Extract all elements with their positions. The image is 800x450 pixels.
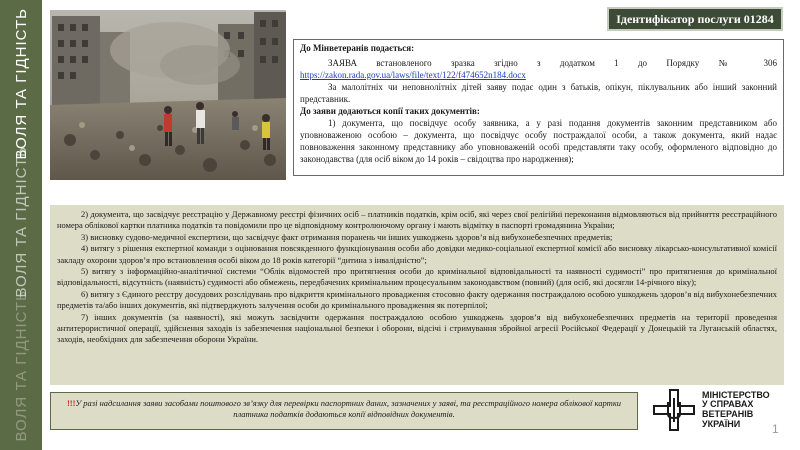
- documents-heading: До заяви додаються копії таких документів:: [300, 106, 480, 116]
- service-identifier-badge: [607, 7, 783, 31]
- application-text: ЗАЯВА встановленого зразка згідно з додатком 1 до Порядку № 306: [328, 58, 777, 68]
- war-destruction-photo: [50, 10, 286, 180]
- document-item-4: 4) витягу з рішення експертної команди з оцінювання повсякденного функціонування особи або довідки медико-соціальної експертної комісії або висновку лікарсько-консультативної комісії закладу охорони здоров’я про встановлення особі віком до 18 років категорії “дитина з інвалідністю”;: [57, 243, 777, 265]
- service-identifier-text: Ідентифікатор послуги 01284: [616, 11, 774, 26]
- ministry-name-line-4: УКРАЇНИ: [702, 418, 741, 429]
- minors-paragraph: За малолітніх чи неповнолітніх дітей заяву подає один з батьків, опікун, піклувальник або інший законний представник.: [300, 82, 777, 104]
- photo-illustration: [50, 10, 286, 180]
- slogan-text-primary: ВОЛЯ ТА ГІДНІСТЬ: [12, 8, 30, 160]
- document-item-3: 3) висновку судово-медичної експертизи, що засвідчує факт отримання поранень чи інших ушкоджень здоров’я від вибухонебезпечних предметів;: [81, 231, 613, 242]
- ministry-name-line-3: ВЕТЕРАНІВ: [702, 409, 754, 419]
- document-item-6: 6) витягу з Єдиного реєстру досудових розслідувань про відкриття кримінального провадження стосовно факту одержання постраждалою особою ушкоджень здоров’я від вибухонебезпечних предметів та/або інших документів, які підтверджують залучення особи до кримінального провадження як потерпілої;: [57, 288, 777, 311]
- page-number: 1: [772, 422, 779, 436]
- ministry-name: [702, 391, 770, 429]
- document-item-2: 2) документа, що засвідчує реєстрацію у Державному реєстрі фізичних осіб – платників податків, крім осіб, які через свої релігійні переконання відмовляються від прийняття реєстраційного номера облікової картки платника податків та повідомили про це відповідному контролюючому органу і мають відмітку в паспорті громадянина України;: [57, 209, 777, 231]
- trident-cross-emblem-icon: [652, 388, 696, 432]
- slogan-text-secondary: ВОЛЯ ТА ГІДНІСТЬ: [12, 146, 30, 298]
- document-item-7: 7) інших документів (за наявності), які можуть засвідчити одержання постраждалою особою ушкоджень здоров’я від вибухонебезпечних предметів на території проведення антитерористичної операції, здійснення заходів із забезпечення національної безпеки і оборони, відсічі і стримування збройної агресії Російської Федерації у Донецькій та Луганській областях, заходів, необхідних для забезпечення оборони України.: [57, 311, 777, 345]
- ministry-name-line-2: У СПРАВАХ: [702, 399, 754, 410]
- postal-submission-note: [50, 392, 638, 430]
- document-item-5: 5) витягу з інформаційно-аналітичної системи “Облік відомостей про притягнення особи до кримінальної відповідальності та наявності судимості” про притягнення до кримінальної відповідальності, відсутність (наявність) судимості або обмежень, передбачених кримінальним процесуальним законодавством (повний) (для осіб, які досягли 14-річного віку);: [57, 266, 777, 288]
- ministry-logo: [652, 384, 777, 436]
- postal-note-text: У разі надсилання заяви засобами поштового зв’язку для перевірки паспортних даних, зазначених у заяві, та реєстраційного номера облікової картки платника податків додаються копії відповідних документів.: [75, 398, 622, 419]
- submission-info-panel: [293, 39, 784, 176]
- submission-heading: До Мінветеранів подається:: [300, 43, 415, 53]
- application-paragraph: [300, 57, 777, 81]
- application-form-link[interactable]: https://zakon.rada.gov.ua/laws/file/text/122/f474652n184.docx: [300, 70, 526, 80]
- ministry-name-line-1: МІНІСТЕРСТВО: [702, 389, 770, 400]
- warning-marker: !!!: [66, 398, 76, 408]
- sidebar-slogan-strip: [0, 0, 42, 450]
- slogan-text-tertiary: ВОЛЯ ТА ГІДНІСТЬ: [12, 290, 30, 442]
- documents-list-panel: [50, 205, 784, 385]
- document-item-1: 1) документа, що посвідчує особу заявника, а у разі подання документів законним представником або уповноваженою особою – документа, що посвідчує особу постраждалої особи, а також документа, який надає повноваження законному представнику або уповноваженій особі представляти таку особу, оформленого відповідно до законодавства (для осіб віком до 14 років – свідоцтва про народження);: [300, 118, 777, 164]
